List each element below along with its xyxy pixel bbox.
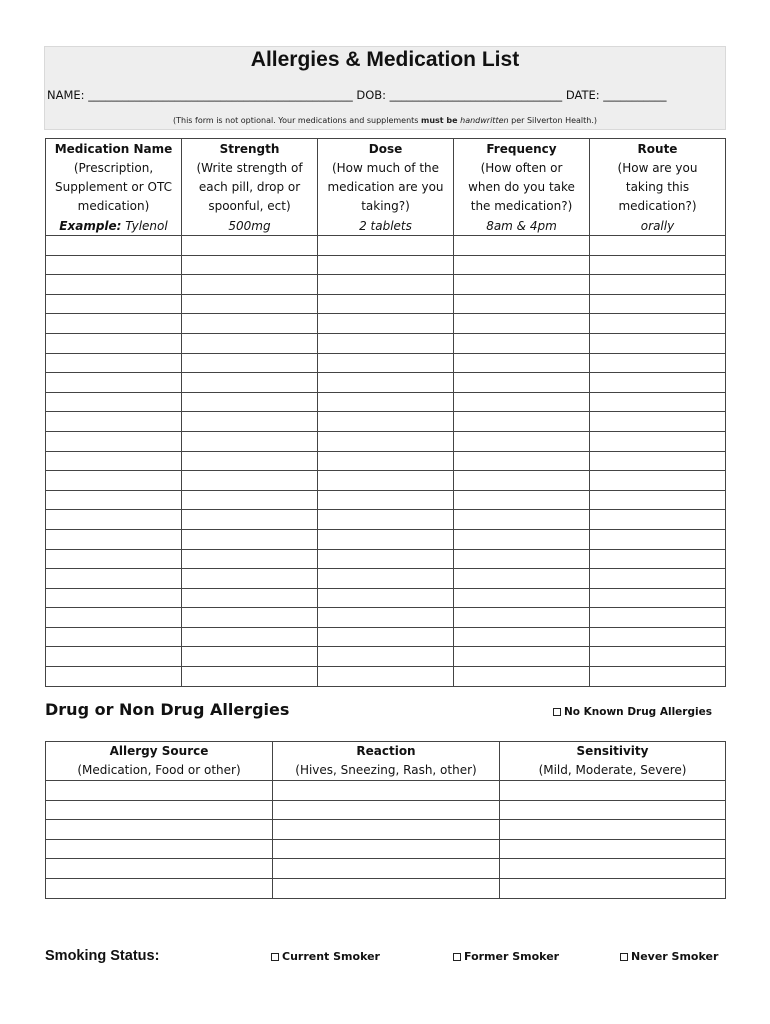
medication-cell[interactable] <box>454 353 590 373</box>
medication-row <box>46 451 726 471</box>
allergies-section-title: Drug or Non Drug Allergies <box>45 700 290 719</box>
medication-cell[interactable] <box>590 314 726 334</box>
medication-cell[interactable] <box>590 451 726 471</box>
medication-row <box>46 569 726 589</box>
medication-cell[interactable] <box>318 255 454 275</box>
allergy-cell[interactable] <box>46 839 273 859</box>
never-smoker-checkbox[interactable]: Never Smoker <box>620 950 718 963</box>
medication-cell[interactable] <box>318 667 454 687</box>
medication-cell[interactable] <box>46 412 182 432</box>
medication-cell[interactable] <box>46 451 182 471</box>
medication-cell[interactable] <box>318 412 454 432</box>
medication-cell[interactable] <box>318 431 454 451</box>
medication-row <box>46 549 726 569</box>
medication-cell[interactable] <box>46 627 182 647</box>
medication-cell[interactable] <box>46 236 182 256</box>
medication-cell[interactable] <box>454 510 590 530</box>
medication-cell[interactable] <box>182 490 318 510</box>
medication-row <box>46 294 726 314</box>
medication-cell[interactable] <box>454 490 590 510</box>
medication-cell[interactable] <box>182 353 318 373</box>
col-allergy-source: Allergy Source (Medication, Food or other) <box>46 742 273 781</box>
medication-cell[interactable] <box>590 608 726 628</box>
medication-cell[interactable] <box>46 608 182 628</box>
medication-table <box>45 138 726 687</box>
medication-cell[interactable] <box>182 236 318 256</box>
medication-cell[interactable] <box>46 529 182 549</box>
medication-cell[interactable] <box>590 471 726 491</box>
medication-row <box>46 471 726 491</box>
medication-cell[interactable] <box>46 471 182 491</box>
medication-cell[interactable] <box>454 471 590 491</box>
col-reaction: Reaction (Hives, Sneezing, Rash, other) <box>273 742 500 781</box>
allergy-row <box>46 820 726 840</box>
medication-cell[interactable] <box>318 236 454 256</box>
medication-row <box>46 490 726 510</box>
medication-cell[interactable] <box>46 353 182 373</box>
medication-cell[interactable] <box>182 412 318 432</box>
medication-cell[interactable] <box>590 588 726 608</box>
medication-cell[interactable] <box>318 353 454 373</box>
allergy-table <box>45 741 726 899</box>
medication-cell[interactable] <box>590 392 726 412</box>
medication-cell[interactable] <box>182 333 318 353</box>
medication-cell[interactable] <box>454 549 590 569</box>
medication-cell[interactable] <box>46 569 182 589</box>
col-frequency: Frequency (How often or when do you take the medication?) <box>454 139 590 217</box>
medication-cell[interactable] <box>46 333 182 353</box>
checkbox-icon[interactable] <box>620 953 628 961</box>
medication-cell[interactable] <box>182 431 318 451</box>
allergy-cell[interactable] <box>500 800 726 820</box>
col-dose: Dose (How much of the medication are you taking?) <box>318 139 454 217</box>
medication-cell[interactable] <box>590 627 726 647</box>
medication-row <box>46 255 726 275</box>
medication-row <box>46 392 726 412</box>
example-dose: 2 tablets <box>318 216 454 236</box>
medication-cell[interactable] <box>590 353 726 373</box>
patient-info-line[interactable]: NAME: ______________________________________________ DOB: ______________________________ DATE: ___________ <box>47 88 667 102</box>
medication-row <box>46 647 726 667</box>
medication-row <box>46 431 726 451</box>
medication-cell[interactable] <box>182 451 318 471</box>
smoking-status-label: Smoking Status: <box>45 948 160 964</box>
medication-cell[interactable] <box>454 431 590 451</box>
medication-cell[interactable] <box>318 627 454 647</box>
medication-cell[interactable] <box>590 510 726 530</box>
medication-cell[interactable] <box>318 510 454 530</box>
former-smoker-checkbox[interactable]: Former Smoker <box>453 950 559 963</box>
medication-cell[interactable] <box>182 647 318 667</box>
medication-cell[interactable] <box>46 294 182 314</box>
medication-cell[interactable] <box>46 314 182 334</box>
medication-cell[interactable] <box>454 627 590 647</box>
allergy-row <box>46 878 726 898</box>
medication-cell[interactable] <box>454 275 590 295</box>
medication-cell[interactable] <box>590 569 726 589</box>
medication-cell[interactable] <box>46 549 182 569</box>
medication-cell[interactable] <box>46 431 182 451</box>
allergy-cell[interactable] <box>500 820 726 840</box>
col-medication-name: Medication Name (Prescription, Supplement or OTC medication) <box>46 139 182 217</box>
medication-cell[interactable] <box>454 333 590 353</box>
medication-cell[interactable] <box>318 471 454 491</box>
medication-cell[interactable] <box>46 510 182 530</box>
medication-cell[interactable] <box>182 373 318 393</box>
allergy-cell[interactable] <box>46 820 273 840</box>
medication-cell[interactable] <box>590 275 726 295</box>
allergy-row <box>46 781 726 801</box>
medication-cell[interactable] <box>454 255 590 275</box>
medication-cell[interactable] <box>318 275 454 295</box>
medication-cell[interactable] <box>182 471 318 491</box>
allergy-cell[interactable] <box>46 800 273 820</box>
medication-cell[interactable] <box>46 373 182 393</box>
col-strength: Strength (Write strength of each pill, drop or spoonful, ect) <box>182 139 318 217</box>
allergy-cell[interactable] <box>500 878 726 898</box>
medication-cell[interactable] <box>454 412 590 432</box>
medication-cell[interactable] <box>46 275 182 295</box>
allergy-cell[interactable] <box>46 859 273 879</box>
medication-cell[interactable] <box>182 549 318 569</box>
allergy-cell[interactable] <box>46 781 273 801</box>
medication-cell[interactable] <box>182 392 318 412</box>
medication-cell[interactable] <box>454 529 590 549</box>
allergy-cell[interactable] <box>273 820 500 840</box>
medication-cell[interactable] <box>318 549 454 569</box>
medication-cell[interactable] <box>454 451 590 471</box>
medication-cell[interactable] <box>590 549 726 569</box>
allergy-header-row <box>46 742 726 781</box>
medication-cell[interactable] <box>46 588 182 608</box>
medication-cell[interactable] <box>46 392 182 412</box>
medication-cell[interactable] <box>318 490 454 510</box>
medication-cell[interactable] <box>318 333 454 353</box>
medication-row <box>46 275 726 295</box>
medication-cell[interactable] <box>46 667 182 687</box>
medication-cell[interactable] <box>454 373 590 393</box>
medication-row <box>46 353 726 373</box>
medication-cell[interactable] <box>454 667 590 687</box>
medication-cell[interactable] <box>182 510 318 530</box>
medication-row <box>46 627 726 647</box>
medication-cell[interactable] <box>454 294 590 314</box>
medication-cell[interactable] <box>46 647 182 667</box>
form-title: Allergies & Medication List <box>250 48 520 71</box>
checkbox-icon[interactable] <box>553 708 561 716</box>
medication-cell[interactable] <box>182 627 318 647</box>
medication-cell[interactable] <box>590 490 726 510</box>
medication-cell[interactable] <box>318 294 454 314</box>
medication-cell[interactable] <box>590 412 726 432</box>
medication-cell[interactable] <box>182 275 318 295</box>
medication-cell[interactable] <box>46 490 182 510</box>
medication-header-row <box>46 139 726 217</box>
example-route: orally <box>590 216 726 236</box>
medication-cell[interactable] <box>590 529 726 549</box>
medication-cell[interactable] <box>182 608 318 628</box>
medication-cell[interactable] <box>590 647 726 667</box>
allergy-cell[interactable] <box>273 781 500 801</box>
medication-cell[interactable] <box>590 236 726 256</box>
medication-cell[interactable] <box>318 314 454 334</box>
medication-cell[interactable] <box>318 529 454 549</box>
col-route: Route (How are you taking this medication?) <box>590 139 726 217</box>
allergy-cell[interactable] <box>500 839 726 859</box>
medication-cell[interactable] <box>318 608 454 628</box>
medication-row <box>46 529 726 549</box>
medication-cell[interactable] <box>590 333 726 353</box>
medication-cell[interactable] <box>590 255 726 275</box>
medication-cell[interactable] <box>318 451 454 471</box>
medication-cell[interactable] <box>182 255 318 275</box>
medication-cell[interactable] <box>182 569 318 589</box>
medication-row <box>46 314 726 334</box>
col-sensitivity: Sensitivity (Mild, Moderate, Severe) <box>500 742 726 781</box>
allergy-cell[interactable] <box>273 839 500 859</box>
medication-cell[interactable] <box>318 647 454 667</box>
medication-cell[interactable] <box>318 373 454 393</box>
medication-row <box>46 588 726 608</box>
allergy-cell[interactable] <box>500 781 726 801</box>
medication-row <box>46 667 726 687</box>
medication-row <box>46 608 726 628</box>
medication-cell[interactable] <box>318 569 454 589</box>
example-strength: 500mg <box>182 216 318 236</box>
medication-cell[interactable] <box>182 667 318 687</box>
allergy-cell[interactable] <box>273 859 500 879</box>
allergy-row <box>46 800 726 820</box>
example-name: Example: Tylenol <box>46 216 182 236</box>
allergy-cell[interactable] <box>500 859 726 879</box>
allergy-cell[interactable] <box>273 878 500 898</box>
medication-cell[interactable] <box>318 392 454 412</box>
medication-cell[interactable] <box>182 588 318 608</box>
allergy-cell[interactable] <box>46 878 273 898</box>
medication-cell[interactable] <box>46 255 182 275</box>
medication-cell[interactable] <box>454 588 590 608</box>
current-smoker-checkbox[interactable]: Current Smoker <box>271 950 380 963</box>
no-known-allergies-checkbox[interactable]: No Known Drug Allergies <box>553 706 712 718</box>
medication-cell[interactable] <box>590 431 726 451</box>
allergy-cell[interactable] <box>273 800 500 820</box>
medication-cell[interactable] <box>182 314 318 334</box>
form-note: (This form is not optional. Your medications and supplements must be handwritten per Silverton Health.) <box>172 116 597 125</box>
medication-cell[interactable] <box>590 373 726 393</box>
medication-cell[interactable] <box>182 294 318 314</box>
medication-cell[interactable] <box>454 647 590 667</box>
checkbox-icon[interactable] <box>271 953 279 961</box>
medication-cell[interactable] <box>182 529 318 549</box>
medication-row <box>46 412 726 432</box>
medication-cell[interactable] <box>318 588 454 608</box>
medication-cell[interactable] <box>454 236 590 256</box>
checkbox-icon[interactable] <box>453 953 461 961</box>
allergy-row <box>46 859 726 879</box>
medication-row <box>46 510 726 530</box>
medication-cell[interactable] <box>454 314 590 334</box>
example-frequency: 8am & 4pm <box>454 216 590 236</box>
medication-cell[interactable] <box>590 667 726 687</box>
medication-row <box>46 333 726 353</box>
medication-row <box>46 236 726 256</box>
medication-row <box>46 373 726 393</box>
medication-cell[interactable] <box>454 608 590 628</box>
medication-cell[interactable] <box>454 569 590 589</box>
medication-cell[interactable] <box>590 294 726 314</box>
medication-cell[interactable] <box>454 392 590 412</box>
allergy-row <box>46 839 726 859</box>
example-row <box>46 216 726 236</box>
